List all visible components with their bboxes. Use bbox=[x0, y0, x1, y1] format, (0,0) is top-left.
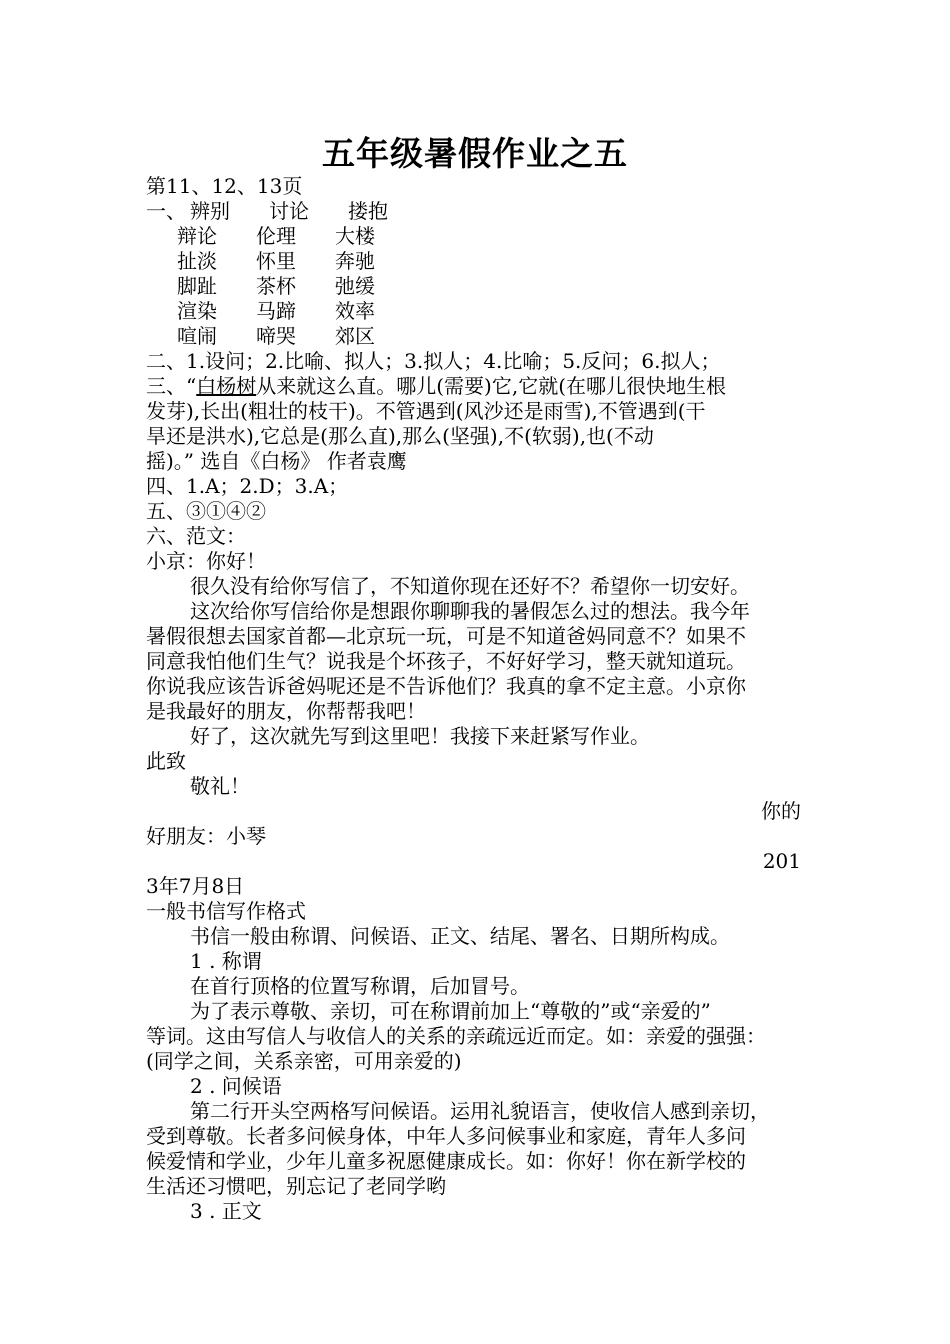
format-heading: 一般书信写作格式 bbox=[146, 899, 306, 923]
letter-signature: 你的 bbox=[761, 799, 801, 823]
word: 讨论 bbox=[269, 199, 309, 223]
page-range: 第11、12、13页 bbox=[146, 174, 303, 198]
letter-signature: 好朋友：小琴 bbox=[146, 824, 266, 848]
section-1-row bbox=[146, 199, 811, 224]
letter-greeting: 小京：你好！ bbox=[146, 549, 266, 573]
word: 脚趾 bbox=[177, 274, 217, 298]
word-row bbox=[177, 299, 842, 324]
format-paragraph: (同学之间，关系亲密，可用亲爱的) bbox=[146, 1049, 462, 1073]
word: 马蹄 bbox=[256, 299, 296, 323]
format-subheading: 2 . 问候语 bbox=[190, 1074, 282, 1098]
letter-date: 201 bbox=[762, 849, 801, 873]
word: 渲染 bbox=[177, 299, 217, 323]
word: 啼哭 bbox=[256, 324, 296, 348]
format-paragraph: 生活还习惯吧，别忘记了老同学哟 bbox=[146, 1174, 446, 1198]
word: 茶杯 bbox=[256, 274, 296, 298]
word: 辩论 bbox=[177, 224, 217, 248]
section-3-line bbox=[146, 374, 811, 399]
word: 喧闹 bbox=[177, 324, 217, 348]
letter-paragraph: 是我最好的朋友，你帮帮我吧！ bbox=[146, 699, 426, 723]
section-6-heading: 六、范文： bbox=[146, 524, 246, 548]
format-intro: 书信一般由称谓、问候语、正文、结尾、署名、日期所构成。 bbox=[190, 924, 730, 948]
letter-paragraph: 暑假很想去国家首都—北京玩一玩，可是不知道爸妈同意不？如果不 bbox=[146, 624, 746, 648]
format-paragraph: 候爱情和学业，少年儿童多祝愿健康成长。如：你好！你在新学校的 bbox=[146, 1149, 746, 1173]
section-1-label: 一、 bbox=[146, 199, 186, 223]
section-2-answers: 二、1.设问；2.比喻、拟人；3.拟人；4.比喻；5.反问；6.拟人； bbox=[146, 349, 721, 373]
word-row bbox=[177, 274, 842, 299]
underlined-word: 白杨树 bbox=[196, 374, 257, 398]
section-3-prefix: 三、“ bbox=[146, 374, 197, 398]
word: 怀里 bbox=[256, 249, 296, 273]
word-row bbox=[177, 249, 842, 274]
section-3-line: 发芽),长出(粗壮的枝干)。不管遇到(风沙还是雨雪),不管遇到(干 bbox=[146, 399, 706, 423]
word: 弛缓 bbox=[335, 274, 375, 298]
word: 搂抱 bbox=[348, 199, 388, 223]
format-paragraph: 受到尊敬。长者多问候身体，中年人多问候事业和家庭，青年人多问 bbox=[146, 1124, 746, 1148]
letter-closing: 此致 bbox=[146, 749, 186, 773]
letter-date: 3年7月8日 bbox=[146, 874, 245, 898]
format-paragraph: 为了表示尊敬、亲切，可在称谓前加上“尊敬的”或“亲爱的” bbox=[190, 999, 711, 1023]
letter-paragraph: 同意我怕他们生气？说我是个坏孩子，不好好学习，整天就知道玩。 bbox=[146, 649, 746, 673]
format-subheading: 1 . 称谓 bbox=[190, 949, 262, 973]
letter-closing: 敬礼！ bbox=[190, 774, 250, 798]
format-paragraph: 第二行开头空两格写问候语。运用礼貌语言，使收信人感到亲切， bbox=[190, 1099, 770, 1123]
section-3-line: 摇)。” 选自《白杨》 作者袁鹰 bbox=[146, 449, 407, 473]
section-5-answers: 五、③①④② bbox=[146, 499, 266, 523]
letter-paragraph: 你说我应该告诉爸妈呢还是不告诉他们？我真的拿不定主意。小京你 bbox=[146, 674, 746, 698]
word: 辨别 bbox=[190, 199, 230, 223]
section-4-answers: 四、1.A；2.D；3.A； bbox=[146, 474, 349, 498]
section-3-text: 从来就这么直。哪儿(需要)它,它就(在哪儿很快地生根 bbox=[256, 374, 726, 398]
section-3-line: 旱还是洪水),它总是(那么直),那么(坚强),不(软弱),也(不动 bbox=[146, 424, 654, 448]
format-paragraph: 在首行顶格的位置写称谓，后加冒号。 bbox=[190, 974, 530, 998]
letter-paragraph: 很久没有给你写信了，不知道你现在还好不？希望你一切安好。 bbox=[190, 574, 750, 598]
word-row bbox=[177, 224, 842, 249]
letter-paragraph: 这次给你写信给你是想跟你聊聊我的暑假怎么过的想法。我今年 bbox=[190, 599, 750, 623]
word: 奔驰 bbox=[335, 249, 375, 273]
word: 效率 bbox=[335, 299, 375, 323]
word-row bbox=[177, 324, 842, 349]
word: 伦理 bbox=[256, 224, 296, 248]
format-paragraph: 等词。这由写信人与收信人的关系的亲疏远近而定。如：亲爱的强强： bbox=[146, 1024, 766, 1048]
word: 扯淡 bbox=[177, 249, 217, 273]
letter-paragraph: 好了，这次就先写到这里吧！我接下来赶紧写作业。 bbox=[190, 724, 650, 748]
format-subheading: 3 . 正文 bbox=[190, 1199, 262, 1223]
page-title: 五年级暑假作业之五 bbox=[322, 134, 628, 173]
word: 大楼 bbox=[335, 224, 375, 248]
word: 郊区 bbox=[335, 324, 375, 348]
